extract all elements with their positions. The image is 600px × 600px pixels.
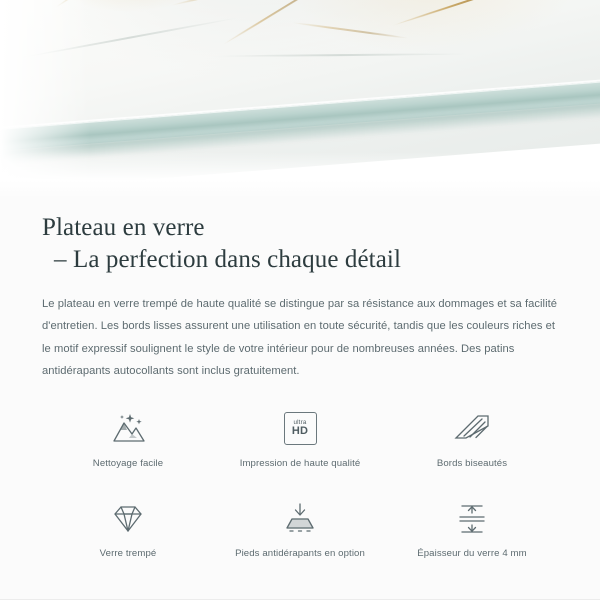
feature-item [386,409,558,481]
description-paragraph: Le plateau en verre trempé de haute qualité se distingue par sa résistance aux dommages et sa facilité d'entretien. Les bords lisses assurent une utilisation en toute sécurité, tandis que les couleurs riches et le motif expressif soulignent le style de votre intérieur pour de nombreuses années. Des patins antidérapants autocollants sont inclus gratuitement. [42,298,558,378]
hero-product-image [0,0,600,198]
feature-label: Épaisseur du verre 4 mm [417,547,527,559]
feature-item [214,499,386,571]
feature-label: Bords biseautés [436,457,508,469]
diamond-icon [107,499,149,539]
feature-label: Verre trempé [99,547,157,559]
ultra-hd-badge-icon [284,409,317,449]
feature-grid [42,409,558,571]
feature-label: Pieds antidérapants en option [235,547,365,559]
thickness-arrows-icon [452,499,492,539]
image-fade-bottom [0,152,600,198]
anti-slip-pad-icon [280,499,320,539]
beveled-edges-icon [452,409,492,449]
feature-item [214,409,386,481]
badge-top-text: ultra [293,418,307,426]
gold-vein [222,0,338,46]
feature-item [42,499,214,571]
feature-label: Nettoyage facile [92,457,164,469]
sparkle-mountain-icon [106,409,150,449]
headline-line-1: Plateau en verre [42,214,205,241]
gold-vein [171,0,379,7]
grey-vein [210,53,470,57]
gold-vein [291,21,409,39]
feature-item [386,499,558,571]
description-content [0,198,600,571]
headline-line-2: – La perfection dans chaque détail [54,246,401,273]
gold-vein [392,0,557,26]
feature-label: Impression de haute qualité [239,457,361,469]
badge-bottom-text: HD [291,424,309,437]
page-title [42,212,558,276]
feature-item [42,409,214,481]
